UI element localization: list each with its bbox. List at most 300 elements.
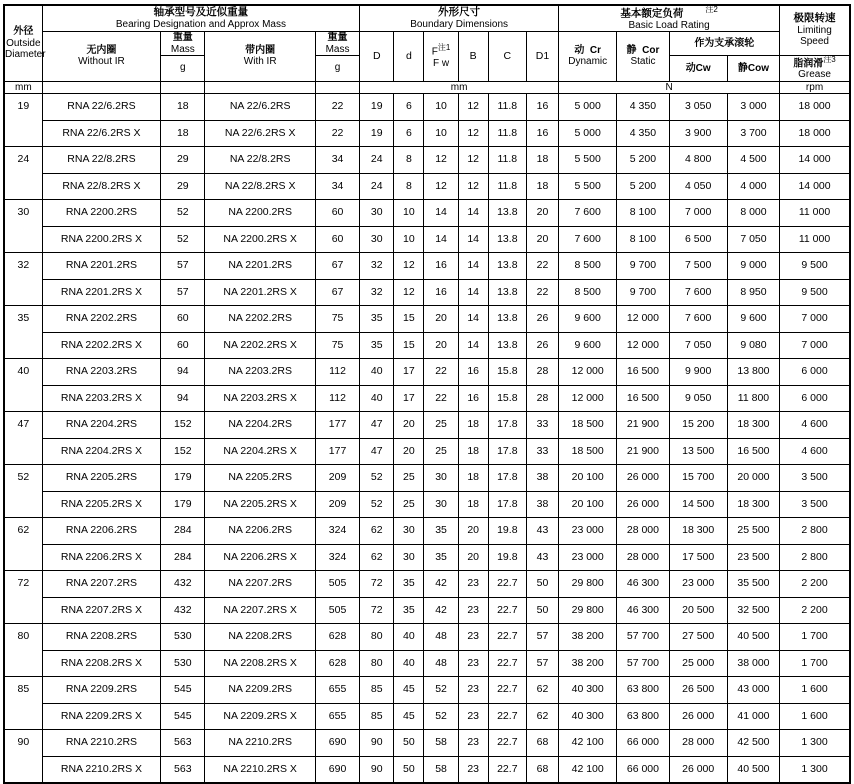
header-group-designation-en: Bearing Designation and Approx Mass [115,19,286,30]
cell-model-with-ir: NA 22/8.2RS X [205,173,316,200]
cell-dim-B: 23 [458,571,488,598]
cell-mass-with-ir: 22 [315,94,359,121]
cell-outside-diameter [4,756,42,783]
cell-model-with-ir: NA 2204.2RS X [205,438,316,465]
cell-dynamic-cr: 5 500 [559,147,617,174]
cell-model-without-ir: RNA 2208.2RS [42,624,161,651]
cell-dim-C: 22.7 [488,756,526,783]
table-row [4,597,850,624]
cell-mass-without-ir: 57 [161,253,205,280]
cell-dim-d: 12 [394,253,424,280]
cell-dim-C: 13.8 [488,332,526,359]
cell-dim-d: 10 [394,200,424,227]
cell-mass-without-ir: 52 [161,200,205,227]
cell-dynamic-cw: 13 500 [669,438,727,465]
cell-static-cor: 5 200 [617,173,669,200]
cell-model-with-ir: NA 2202.2RS [205,306,316,333]
cell-limiting-speed: 1 300 [780,730,850,757]
cell-dim-B: 14 [458,332,488,359]
cell-model-with-ir: NA 2207.2RS X [205,597,316,624]
cell-dim-F: 58 [424,730,458,757]
unit-load-text: N [665,81,673,93]
header-group-speed [780,5,850,55]
cell-dim-D: 24 [360,147,394,174]
cell-dim-D: 19 [360,94,394,121]
cell-dynamic-cr: 5 500 [559,173,617,200]
cell-dynamic-cr: 20 100 [559,465,617,492]
cell-dim-B: 14 [458,226,488,253]
cell-static-cow: 13 800 [727,359,779,386]
cell-model-without-ir: RNA 22/6.2RS [42,94,161,121]
cell-dim-D1: 28 [526,359,558,386]
cell-static-cor: 28 000 [617,518,669,545]
cell-static-cor: 28 000 [617,544,669,571]
table-row [4,571,850,598]
cell-model-without-ir: RNA 2204.2RS [42,412,161,439]
cell-model-with-ir: NA 22/6.2RS X [205,120,316,147]
cell-dynamic-cw: 26 000 [669,756,727,783]
cell-dynamic-cw: 28 000 [669,730,727,757]
cell-dynamic-cw: 3 050 [669,94,727,121]
cell-dim-d: 17 [394,385,424,412]
cell-mass-without-ir: 530 [161,650,205,677]
cell-limiting-speed: 11 000 [780,226,850,253]
cell-static-cor: 46 300 [617,597,669,624]
cell-model-with-ir: NA 2209.2RS X [205,703,316,730]
cell-dynamic-cr: 40 300 [559,703,617,730]
cell-dim-D: 24 [360,173,394,200]
cell-model-with-ir: NA 2206.2RS [205,518,316,545]
table-row [4,173,850,200]
header-group-load-en: Basic Load Rating [628,20,710,32]
cell-dim-C: 13.8 [488,253,526,280]
cell-limiting-speed: 4 600 [780,412,850,439]
cell-dim-d: 10 [394,226,424,253]
table-row [4,279,850,306]
cell-dim-F: 10 [424,120,458,147]
cell-static-cow: 3 700 [727,120,779,147]
cell-outside-diameter [4,279,42,306]
cell-dim-B: 18 [458,491,488,518]
cell-dim-D: 72 [360,571,394,598]
cell-dim-d: 35 [394,571,424,598]
cell-mass-with-ir: 75 [315,332,359,359]
cell-outside-diameter: 19 [4,94,42,121]
cell-outside-diameter [4,544,42,571]
header-unit-row [4,81,850,94]
header-group-load-note: 注2 [705,5,718,14]
cell-mass-with-ir: 177 [315,412,359,439]
header-without-ir-en: Without IR [78,56,125,68]
cell-static-cow: 42 500 [727,730,779,757]
cell-dynamic-cr: 40 300 [559,677,617,704]
cell-limiting-speed: 2 200 [780,597,850,624]
cell-outside-diameter: 85 [4,677,42,704]
header-group-boundary-en: Boundary Dimensions [410,19,509,30]
cell-dim-D1: 16 [526,120,558,147]
cell-dynamic-cr: 12 000 [559,359,617,386]
cell-dim-F: 22 [424,359,458,386]
cell-mass-with-ir: 655 [315,677,359,704]
cell-dim-F: 30 [424,491,458,518]
header-static-cor-cn: 静 Cor [626,45,660,57]
cell-static-cow: 40 500 [727,624,779,651]
cell-limiting-speed: 14 000 [780,147,850,174]
cell-static-cor: 21 900 [617,412,669,439]
cell-dim-d: 20 [394,412,424,439]
header-group-load [559,5,780,32]
cell-static-cor: 46 300 [617,571,669,598]
cell-static-cow: 23 500 [727,544,779,571]
cell-mass-without-ir: 152 [161,412,205,439]
cell-outside-diameter: 47 [4,412,42,439]
unit-dimensions [360,81,559,94]
header-dyn-cw [669,55,727,81]
cell-mass-with-ir: 67 [315,253,359,280]
cell-model-with-ir: NA 2208.2RS X [205,650,316,677]
cell-dim-d: 6 [394,94,424,121]
cell-dim-D1: 68 [526,756,558,783]
header-grease-note: 注3 [823,54,836,64]
cell-mass-with-ir: 505 [315,571,359,598]
cell-dim-D1: 18 [526,147,558,174]
cell-dim-F: 25 [424,438,458,465]
cell-dynamic-cw: 9 050 [669,385,727,412]
cell-mass-with-ir: 112 [315,385,359,412]
header-static-cor [617,32,669,81]
header-dim-Fw: F w [432,57,450,69]
cell-mass-with-ir: 209 [315,491,359,518]
cell-dim-F: 14 [424,200,458,227]
cell-dynamic-cr: 38 200 [559,624,617,651]
cell-dynamic-cw: 26 500 [669,677,727,704]
cell-dim-F: 12 [424,173,458,200]
cell-outside-diameter: 80 [4,624,42,651]
cell-mass-with-ir: 60 [315,200,359,227]
cell-dynamic-cw: 14 500 [669,491,727,518]
cell-dim-D: 72 [360,597,394,624]
cell-limiting-speed: 1 600 [780,703,850,730]
cell-static-cor: 12 000 [617,332,669,359]
cell-dim-D1: 38 [526,491,558,518]
cell-dim-d: 30 [394,518,424,545]
cell-static-cow: 11 800 [727,385,779,412]
header-outside-diameter-cn: 外径 [13,26,34,38]
cell-model-without-ir: RNA 2207.2RS X [42,597,161,624]
cell-mass-without-ir: 563 [161,730,205,757]
cell-dim-D1: 50 [526,571,558,598]
table-row [4,253,850,280]
header-dynamic-cr [559,32,617,81]
table-row [4,730,850,757]
cell-dim-D1: 22 [526,279,558,306]
header-group-designation-cn: 轴承型号及近似重量 [153,6,249,19]
cell-limiting-speed: 11 000 [780,200,850,227]
cell-static-cow: 9 000 [727,253,779,280]
cell-dynamic-cr: 7 600 [559,226,617,253]
cell-limiting-speed: 9 500 [780,253,850,280]
table-row [4,412,850,439]
header-roller-group-cn: 作为支承滚轮 [694,38,755,50]
cell-outside-diameter: 40 [4,359,42,386]
cell-model-without-ir: RNA 2204.2RS X [42,438,161,465]
header-dim-F [424,32,458,81]
cell-dim-F: 58 [424,756,458,783]
cell-static-cow: 35 500 [727,571,779,598]
cell-model-with-ir: NA 2200.2RS [205,200,316,227]
cell-dynamic-cr: 23 000 [559,544,617,571]
unit-speed [780,81,850,94]
cell-mass-with-ir: 628 [315,650,359,677]
cell-dynamic-cr: 18 500 [559,438,617,465]
cell-dim-C: 19.8 [488,544,526,571]
cell-dim-C: 19.8 [488,518,526,545]
cell-model-without-ir: RNA 2209.2RS X [42,703,161,730]
cell-model-with-ir: NA 2204.2RS [205,412,316,439]
cell-dim-D: 62 [360,544,394,571]
cell-dim-D1: 68 [526,730,558,757]
cell-static-cor: 63 800 [617,703,669,730]
cell-mass-with-ir: 655 [315,703,359,730]
cell-outside-diameter [4,173,42,200]
cell-model-without-ir: RNA 2201.2RS X [42,279,161,306]
header-dynamic-cr-cn: 动 Cr [574,45,602,57]
cell-dynamic-cw: 4 800 [669,147,727,174]
cell-mass-with-ir: 324 [315,518,359,545]
cell-dim-B: 12 [458,147,488,174]
header-sta-cow [727,55,779,81]
cell-dynamic-cw: 23 000 [669,571,727,598]
cell-static-cow: 8 950 [727,279,779,306]
cell-dim-D: 90 [360,756,394,783]
cell-static-cor: 57 700 [617,624,669,651]
cell-dim-D: 47 [360,438,394,465]
cell-model-without-ir: RNA 2203.2RS X [42,385,161,412]
cell-outside-diameter [4,491,42,518]
header-group-designation [42,5,360,32]
cell-model-with-ir: NA 2206.2RS X [205,544,316,571]
cell-static-cow: 8 000 [727,200,779,227]
cell-dim-d: 40 [394,624,424,651]
cell-mass-without-ir: 52 [161,226,205,253]
cell-static-cow: 38 000 [727,650,779,677]
cell-dim-B: 14 [458,306,488,333]
cell-dynamic-cr: 20 100 [559,491,617,518]
cell-dynamic-cr: 9 600 [559,332,617,359]
cell-dim-d: 8 [394,147,424,174]
cell-limiting-speed: 2 800 [780,544,850,571]
cell-limiting-speed: 3 500 [780,465,850,492]
cell-dim-d: 20 [394,438,424,465]
table-row [4,359,850,386]
cell-dynamic-cw: 15 200 [669,412,727,439]
cell-dim-F: 22 [424,385,458,412]
cell-static-cow: 40 500 [727,756,779,783]
cell-limiting-speed: 4 600 [780,438,850,465]
cell-dim-d: 25 [394,491,424,518]
header-mass2-unit-text: g [334,62,341,74]
table-row [4,465,850,492]
cell-dynamic-cr: 38 200 [559,650,617,677]
cell-dim-C: 22.7 [488,650,526,677]
cell-model-with-ir: NA 22/8.2RS [205,147,316,174]
cell-dim-B: 12 [458,173,488,200]
header-group-speed-en1: Limiting [797,25,832,37]
cell-dim-B: 23 [458,597,488,624]
cell-dim-F: 52 [424,703,458,730]
unit-blank-3 [205,81,316,94]
cell-dim-D1: 33 [526,412,558,439]
cell-static-cow: 18 300 [727,412,779,439]
cell-mass-without-ir: 530 [161,624,205,651]
cell-model-with-ir: NA 2201.2RS [205,253,316,280]
header-mass1-en: Mass [170,43,195,55]
cell-dim-d: 8 [394,173,424,200]
cell-dynamic-cr: 9 600 [559,306,617,333]
cell-dim-d: 40 [394,650,424,677]
header-with-ir-cn: 带内圈 [245,45,276,57]
cell-dim-D1: 26 [526,332,558,359]
cell-dim-D: 85 [360,677,394,704]
header-mass1-unit [161,55,205,81]
cell-mass-without-ir: 284 [161,544,205,571]
cell-model-with-ir: NA 2202.2RS X [205,332,316,359]
unit-speed-text: rpm [805,81,824,93]
table-row [4,306,850,333]
cell-dim-B: 12 [458,94,488,121]
cell-static-cow: 20 000 [727,465,779,492]
cell-model-with-ir: NA 22/6.2RS [205,94,316,121]
header-with-ir [205,32,316,81]
cell-model-with-ir: NA 2207.2RS [205,571,316,598]
cell-dim-C: 13.8 [488,200,526,227]
header-group-speed-cn: 极限转速 [793,12,836,25]
cell-dynamic-cr: 8 500 [559,253,617,280]
cell-dynamic-cr: 23 000 [559,518,617,545]
cell-dynamic-cr: 7 600 [559,200,617,227]
cell-limiting-speed: 2 800 [780,518,850,545]
cell-dim-C: 13.8 [488,226,526,253]
cell-model-without-ir: RNA 2206.2RS X [42,544,161,571]
cell-dim-d: 35 [394,597,424,624]
cell-dim-D: 40 [360,359,394,386]
header-mass2 [315,32,359,55]
cell-dim-D1: 43 [526,544,558,571]
cell-dim-C: 13.8 [488,279,526,306]
cell-dim-B: 23 [458,730,488,757]
cell-static-cow: 4 500 [727,147,779,174]
cell-dim-C: 17.8 [488,491,526,518]
cell-mass-without-ir: 18 [161,94,205,121]
header-dim-D: D [360,32,394,81]
cell-dim-C: 17.8 [488,412,526,439]
cell-dim-d: 17 [394,359,424,386]
cell-static-cow: 41 000 [727,703,779,730]
cell-dim-D: 35 [360,306,394,333]
cell-static-cor: 16 500 [617,385,669,412]
header-roller-group [669,32,780,55]
cell-limiting-speed: 14 000 [780,173,850,200]
cell-mass-without-ir: 29 [161,147,205,174]
cell-dim-F: 20 [424,332,458,359]
table-row [4,677,850,704]
cell-static-cor: 12 000 [617,306,669,333]
cell-dim-B: 18 [458,465,488,492]
cell-mass-without-ir: 179 [161,465,205,492]
cell-dim-F: 10 [424,94,458,121]
cell-dim-D1: 50 [526,597,558,624]
cell-limiting-speed: 6 000 [780,385,850,412]
cell-static-cor: 63 800 [617,677,669,704]
header-dynamic-cr-en: Dynamic [568,56,608,68]
cell-limiting-speed: 1 700 [780,650,850,677]
cell-dim-F: 25 [424,412,458,439]
cell-dynamic-cr: 42 100 [559,730,617,757]
bearing-specification-table [3,4,851,784]
cell-dim-F: 35 [424,544,458,571]
cell-static-cow: 9 080 [727,332,779,359]
cell-dynamic-cr: 29 800 [559,597,617,624]
cell-mass-with-ir: 34 [315,173,359,200]
cell-model-without-ir: RNA 2209.2RS [42,677,161,704]
cell-mass-without-ir: 29 [161,173,205,200]
cell-model-without-ir: RNA 2202.2RS X [42,332,161,359]
cell-model-with-ir: NA 2210.2RS X [205,756,316,783]
cell-dim-C: 11.8 [488,173,526,200]
cell-dim-D: 19 [360,120,394,147]
table-row [4,226,850,253]
cell-dim-B: 20 [458,544,488,571]
cell-dim-F: 30 [424,465,458,492]
table-row [4,200,850,227]
header-with-ir-en: With IR [243,56,277,68]
cell-dim-D: 80 [360,650,394,677]
header-dim-d: d [394,32,424,81]
table-body [4,94,850,784]
header-mass1 [161,32,205,55]
cell-dynamic-cw: 25 000 [669,650,727,677]
cell-dynamic-cw: 7 600 [669,279,727,306]
cell-dim-B: 18 [458,438,488,465]
cell-dim-D1: 57 [526,624,558,651]
cell-model-without-ir: RNA 2210.2RS [42,730,161,757]
header-dim-C: C [488,32,526,81]
header-grease-en: Grease [798,69,831,81]
header-outside-diameter-en1: Outside [6,37,41,49]
cell-outside-diameter: 30 [4,200,42,227]
header-without-ir [42,32,161,81]
cell-dynamic-cr: 8 500 [559,279,617,306]
cell-outside-diameter [4,650,42,677]
cell-static-cow: 32 500 [727,597,779,624]
cell-dim-C: 11.8 [488,147,526,174]
cell-limiting-speed: 2 200 [780,571,850,598]
cell-model-with-ir: NA 2205.2RS [205,465,316,492]
table-row [4,624,850,651]
cell-dim-C: 22.7 [488,677,526,704]
header-mass2-cn: 重量 [327,32,348,44]
header-dim-D1: D1 [526,32,558,81]
unit-blank-4 [315,81,359,94]
cell-dim-B: 14 [458,253,488,280]
cell-outside-diameter: 52 [4,465,42,492]
cell-dim-d: 12 [394,279,424,306]
cell-dynamic-cw: 7 500 [669,253,727,280]
cell-model-without-ir: RNA 22/8.2RS [42,147,161,174]
cell-mass-with-ir: 209 [315,465,359,492]
cell-dim-C: 22.7 [488,703,526,730]
cell-model-without-ir: RNA 2210.2RS X [42,756,161,783]
